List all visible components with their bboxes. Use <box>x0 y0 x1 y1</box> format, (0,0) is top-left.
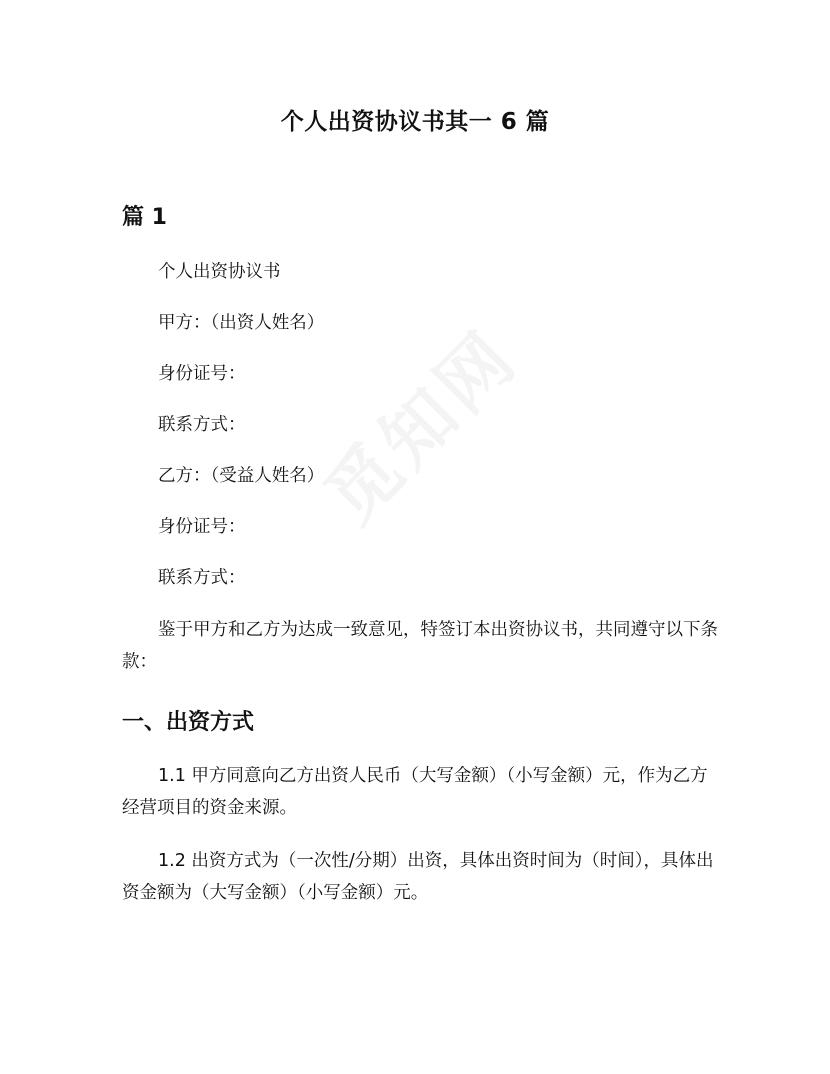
paragraph-clause-1-2: 1.2 出资方式为（一次性/分期）出资，具体出资时间为（时间），具体出资金额为（大写金额）（小写金额）元。 <box>122 851 714 903</box>
paragraph-id-number-a: 身份证号： <box>158 364 246 384</box>
paragraph-contact-a: 联系方式： <box>158 415 246 435</box>
paragraph-clause-1-1: 1.1 甲方同意向乙方出资人民币（大写金额）（小写金额）元，作为乙方经营项目的资金来源。 <box>122 766 708 818</box>
paragraph-party-a: 甲方：（出资人姓名） <box>158 313 325 333</box>
section-heading-investment-method: 一、出资方式 <box>122 710 255 735</box>
paragraph-agreement-name: 个人出资协议书 <box>158 262 281 282</box>
paragraph-id-number-b: 身份证号： <box>158 517 246 537</box>
paragraph-contact-b: 联系方式： <box>158 568 246 588</box>
paragraph-party-b: 乙方：（受益人姓名） <box>158 466 325 486</box>
section-heading-pian1: 篇 1 <box>122 205 167 230</box>
document-title: 个人出资协议书其一 6 篇 <box>280 109 550 135</box>
paragraph-intro: 鉴于甲方和乙方为达成一致意见，特签订本出资协议书，共同遵守以下条款： <box>122 620 718 672</box>
